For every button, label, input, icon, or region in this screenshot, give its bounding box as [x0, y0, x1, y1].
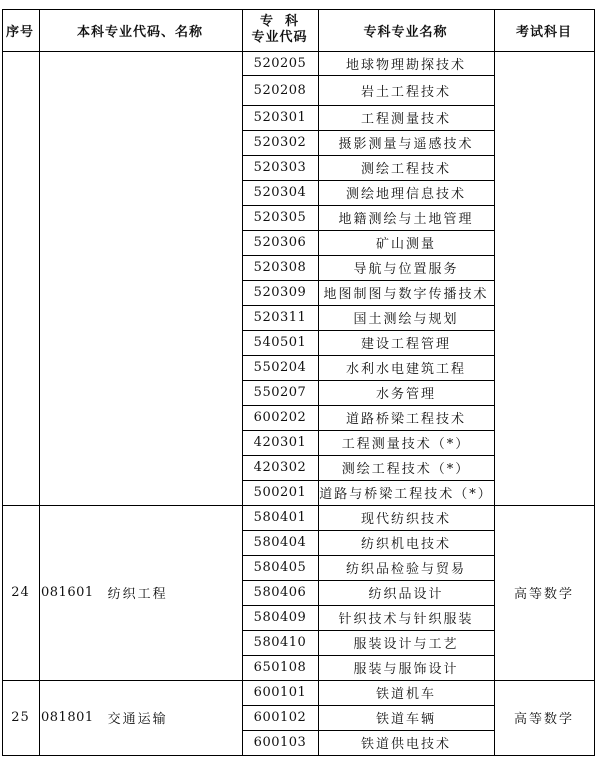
exam-subject-cell: 高等数学	[513, 712, 574, 727]
vocational-name-cell: 测绘工程技术（*）	[341, 462, 471, 477]
vocational-code-cell: 520309	[253, 285, 307, 300]
seq-cell	[2, 51, 39, 505]
seq-cell: 24	[11, 585, 30, 600]
bachelor-code: 081801	[41, 710, 94, 725]
table-rule	[2, 51, 594, 52]
vocational-code-cell: 600102	[253, 710, 307, 725]
header-bachelor: 本科专业代码、名称	[76, 24, 203, 40]
vocational-code-cell: 520306	[253, 235, 307, 250]
exam-subject-cell	[494, 51, 594, 505]
vocational-name-cell: 道路桥梁工程技术	[345, 412, 466, 427]
table-rule	[242, 180, 494, 181]
header-seq: 序号	[5, 24, 34, 40]
table-rule	[242, 705, 494, 706]
table-column-rule	[494, 9, 495, 756]
table-rule	[242, 75, 494, 76]
vocational-code-cell: 520208	[253, 82, 307, 98]
vocational-code-cell: 550207	[253, 385, 307, 400]
vocational-name-cell: 服装设计与工艺	[353, 637, 459, 652]
vocational-name-cell: 矿山测量	[375, 237, 436, 252]
table-column-rule	[242, 9, 243, 756]
bachelor-cell	[41, 51, 240, 505]
table-rule	[2, 755, 594, 756]
vocational-name-cell: 岩土工程技术	[360, 84, 451, 100]
vocational-name-cell: 测绘地理信息技术	[345, 187, 466, 202]
table-rule	[2, 680, 594, 681]
table-rule	[242, 455, 494, 456]
vocational-code-cell: 520304	[253, 185, 307, 200]
vocational-name-cell: 地球物理勘探技术	[345, 57, 466, 73]
table-rule	[242, 730, 494, 731]
table-rule	[242, 380, 494, 381]
vocational-name-cell: 水利水电建筑工程	[345, 362, 466, 377]
table-rule	[242, 105, 494, 106]
table-rule	[242, 355, 494, 356]
vocational-name-cell: 铁道机车	[375, 687, 436, 702]
table-rule	[242, 255, 494, 256]
header-exam-subject: 考试科目	[515, 24, 572, 40]
bachelor-cell	[41, 680, 240, 755]
vocational-name-cell: 针织技术与针织服装	[338, 612, 474, 627]
vocational-name-cell: 建设工程管理	[360, 337, 451, 352]
table-rule	[242, 280, 494, 281]
table-rule	[242, 655, 494, 656]
table-rule	[242, 630, 494, 631]
table-rule	[242, 330, 494, 331]
header-vocational-name: 专科专业名称	[363, 24, 448, 40]
vocational-name-cell: 工程测量技术（*）	[341, 437, 471, 452]
table-rule	[242, 580, 494, 581]
vocational-code-cell: 420301	[253, 435, 307, 450]
vocational-code-cell: 520301	[253, 110, 307, 125]
vocational-name-cell: 现代纺织技术	[360, 512, 451, 527]
vocational-name-cell: 地籍测绘与土地管理	[338, 212, 474, 227]
vocational-code-cell: 580410	[253, 635, 307, 650]
vocational-name-cell: 纺织机电技术	[360, 537, 451, 552]
header-vocational-code-line2: 专业代码	[251, 30, 308, 45]
header-vocational-code	[242, 9, 317, 51]
table-column-rule	[318, 9, 319, 756]
table-column-rule	[2, 9, 3, 756]
vocational-code-cell: 540501	[253, 335, 307, 350]
table-rule	[242, 205, 494, 206]
table-rule	[242, 230, 494, 231]
bachelor-name: 纺织工程	[107, 587, 168, 602]
vocational-code-cell: 650108	[253, 660, 307, 675]
vocational-name-cell: 导航与位置服务	[353, 262, 459, 277]
table-rule	[242, 480, 494, 481]
vocational-name-cell: 铁道供电技术	[360, 737, 451, 752]
vocational-code-cell: 520303	[253, 160, 307, 175]
vocational-name-cell: 地图制图与数字传播技术	[323, 287, 489, 302]
table-column-rule	[39, 9, 40, 756]
vocational-code-cell: 600103	[253, 735, 307, 750]
table-rule	[2, 505, 594, 506]
vocational-name-cell: 摄影测量与遥感技术	[338, 137, 474, 152]
vocational-code-cell: 520308	[253, 260, 307, 275]
vocational-name-cell: 纺织品设计	[368, 587, 444, 602]
vocational-code-cell: 600101	[253, 685, 307, 700]
exam-subject-cell: 高等数学	[513, 587, 574, 602]
vocational-name-cell: 纺织品检验与贸易	[345, 562, 466, 577]
vocational-code-cell: 580405	[253, 560, 307, 575]
vocational-code-cell: 420302	[253, 460, 307, 475]
vocational-name-cell: 工程测量技术	[360, 112, 451, 127]
vocational-code-cell: 600202	[253, 410, 307, 425]
vocational-code-cell: 520302	[253, 135, 307, 150]
vocational-name-cell: 服装与服饰设计	[353, 662, 459, 677]
table-rule	[242, 405, 494, 406]
vocational-name-cell: 国土测绘与规划	[353, 312, 459, 327]
table-rule	[242, 605, 494, 606]
bachelor-cell	[41, 505, 240, 680]
vocational-name-cell: 道路与桥梁工程技术（*）	[319, 487, 493, 502]
seq-cell: 25	[11, 710, 30, 725]
table-rule	[242, 530, 494, 531]
vocational-code-cell: 520305	[253, 210, 307, 225]
vocational-name-cell: 测绘工程技术	[360, 162, 451, 177]
table-rule	[242, 555, 494, 556]
vocational-code-cell: 580406	[253, 585, 307, 600]
vocational-name-cell: 水务管理	[375, 387, 436, 402]
header-vocational-code-line1: 专 科	[259, 14, 300, 29]
bachelor-name: 交通运输	[107, 712, 168, 727]
vocational-code-cell: 500201	[253, 485, 307, 500]
vocational-code-cell: 550204	[253, 360, 307, 375]
vocational-code-cell: 520311	[253, 310, 307, 325]
table-rule	[2, 9, 594, 10]
table-rule	[242, 130, 494, 131]
bachelor-code: 081601	[41, 585, 94, 600]
vocational-name-cell: 铁道车辆	[375, 712, 436, 727]
vocational-code-cell: 580404	[253, 535, 307, 550]
vocational-code-cell: 520205	[253, 55, 307, 71]
table-rule	[242, 430, 494, 431]
vocational-code-cell: 580409	[253, 610, 307, 625]
vocational-code-cell: 580401	[253, 510, 307, 525]
table-rule	[242, 305, 494, 306]
table-column-rule	[594, 9, 595, 756]
table-rule	[242, 155, 494, 156]
